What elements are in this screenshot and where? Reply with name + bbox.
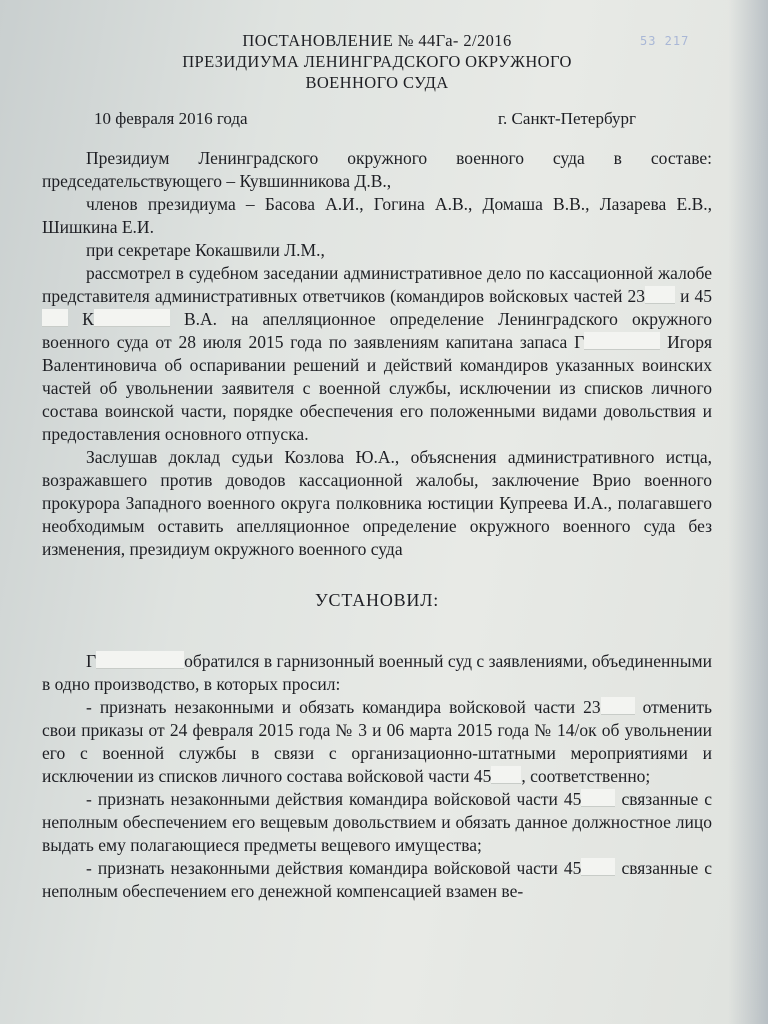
redacted-block bbox=[94, 309, 170, 327]
text-fragment: рассмотрел в судебном заседании административное дело по кассационной жалобе представителя административных ответчиков (командиров войсковых частей 23 bbox=[42, 263, 712, 306]
registration-stamp: 53 217 bbox=[640, 34, 690, 48]
intro-paragraph-4 bbox=[42, 262, 712, 446]
page-shadow bbox=[728, 0, 768, 1024]
intro-paragraph-5: Заслушав доклад судьи Козлова Ю.А., объяснения административного истца, возражавшего против доводов кассационной жалобы, заключение Врио военного прокурора Западного военного округа полковника юстиции Купреева И.А., полагавшего необходимым оставить апелляционное определение окружного военного суда без изменения, президиум окружного военного суда bbox=[42, 447, 712, 559]
text-fragment: - признать незаконными действия командира войсковой части 45 bbox=[86, 858, 582, 878]
text-fragment: , соответственно; bbox=[521, 766, 651, 786]
body-paragraph-4 bbox=[42, 857, 712, 903]
body-paragraph-1 bbox=[42, 650, 712, 696]
section-heading: УСТАНОВИЛ: bbox=[314, 590, 440, 610]
body-paragraph-3 bbox=[42, 788, 712, 857]
redacted-block bbox=[584, 332, 660, 350]
document-body bbox=[42, 30, 712, 903]
text-fragment: связанные с неполным обеспечением его вещевым довольствием и обязать данное должностное лицо выдать ему полагающиеся предметы вещевого имущества; bbox=[42, 789, 712, 855]
title-line-2: ПРЕЗИДИУМА ЛЕНИНГРАДСКОГО ОКРУЖНОГО bbox=[182, 52, 572, 71]
text-fragment: отменить свои приказы от 24 февраля 2015 года № 3 и 06 марта 2015 года № 14/ок об увольнении его с военной службы в связи с организационно-штатными мероприятиями и исключении из списков личного состава войсковой части 45 bbox=[42, 697, 712, 786]
redacted-block bbox=[491, 766, 521, 784]
text-fragment: обратился в гарнизонный военный суд с заявлениями, объединенными в одно производство, в которых просил: bbox=[42, 651, 712, 694]
text-fragment: Г bbox=[86, 651, 97, 671]
redacted-block bbox=[42, 309, 68, 327]
text-fragment: В.А. на апелляционное определение Ленинградского окружного военного суда от 28 июля 2015 года по заявлениям капитана запаса Г bbox=[42, 309, 712, 352]
redacted-block bbox=[581, 789, 615, 807]
document-city: г. Санкт-Петербург bbox=[498, 109, 636, 128]
title-line-1: ПОСТАНОВЛЕНИЕ № 44Га- 2/2016 bbox=[242, 31, 512, 50]
redacted-block bbox=[96, 651, 184, 669]
redacted-block bbox=[645, 286, 675, 304]
date-line bbox=[42, 107, 712, 131]
intro-paragraph-1: Президиум Ленинградского окружного военного суда в составе: председательствующего – Кувшинникова Д.В., bbox=[42, 148, 712, 191]
text-fragment: и 45 bbox=[680, 286, 712, 306]
text-fragment: - признать незаконными действия командира войсковой части 45 bbox=[86, 789, 582, 809]
text-fragment: - признать незаконными и обязать командира войсковой части 23 bbox=[86, 697, 601, 717]
title-line-3: ВОЕННОГО СУДА bbox=[305, 73, 449, 92]
redacted-block bbox=[581, 858, 615, 876]
document-date: 10 февраля 2016 года bbox=[94, 109, 248, 128]
text-fragment: связанные с неполным обеспечением его денежной компенсацией взамен ве- bbox=[42, 858, 712, 901]
document-title bbox=[42, 30, 712, 93]
text-fragment: Игоря Валентиновича об оспаривании решений и действий командиров указанных воинских частей об увольнении заявителя с военной службы, исключении из списков личного состава воинской части, порядке обеспечения его положенными видами довольствия и предоставления основного отпуска. bbox=[42, 332, 712, 444]
redacted-block bbox=[601, 697, 635, 715]
body-paragraph-2 bbox=[42, 696, 712, 788]
intro-paragraph-2: членов президиума – Басова А.И., Гогина А.В., Домаша В.В., Лазарева Е.В., Шишкина Е.И. bbox=[42, 194, 712, 237]
intro-paragraph-3: при секретаре Кокашвили Л.М., bbox=[86, 240, 325, 260]
text-fragment: К bbox=[82, 309, 94, 329]
